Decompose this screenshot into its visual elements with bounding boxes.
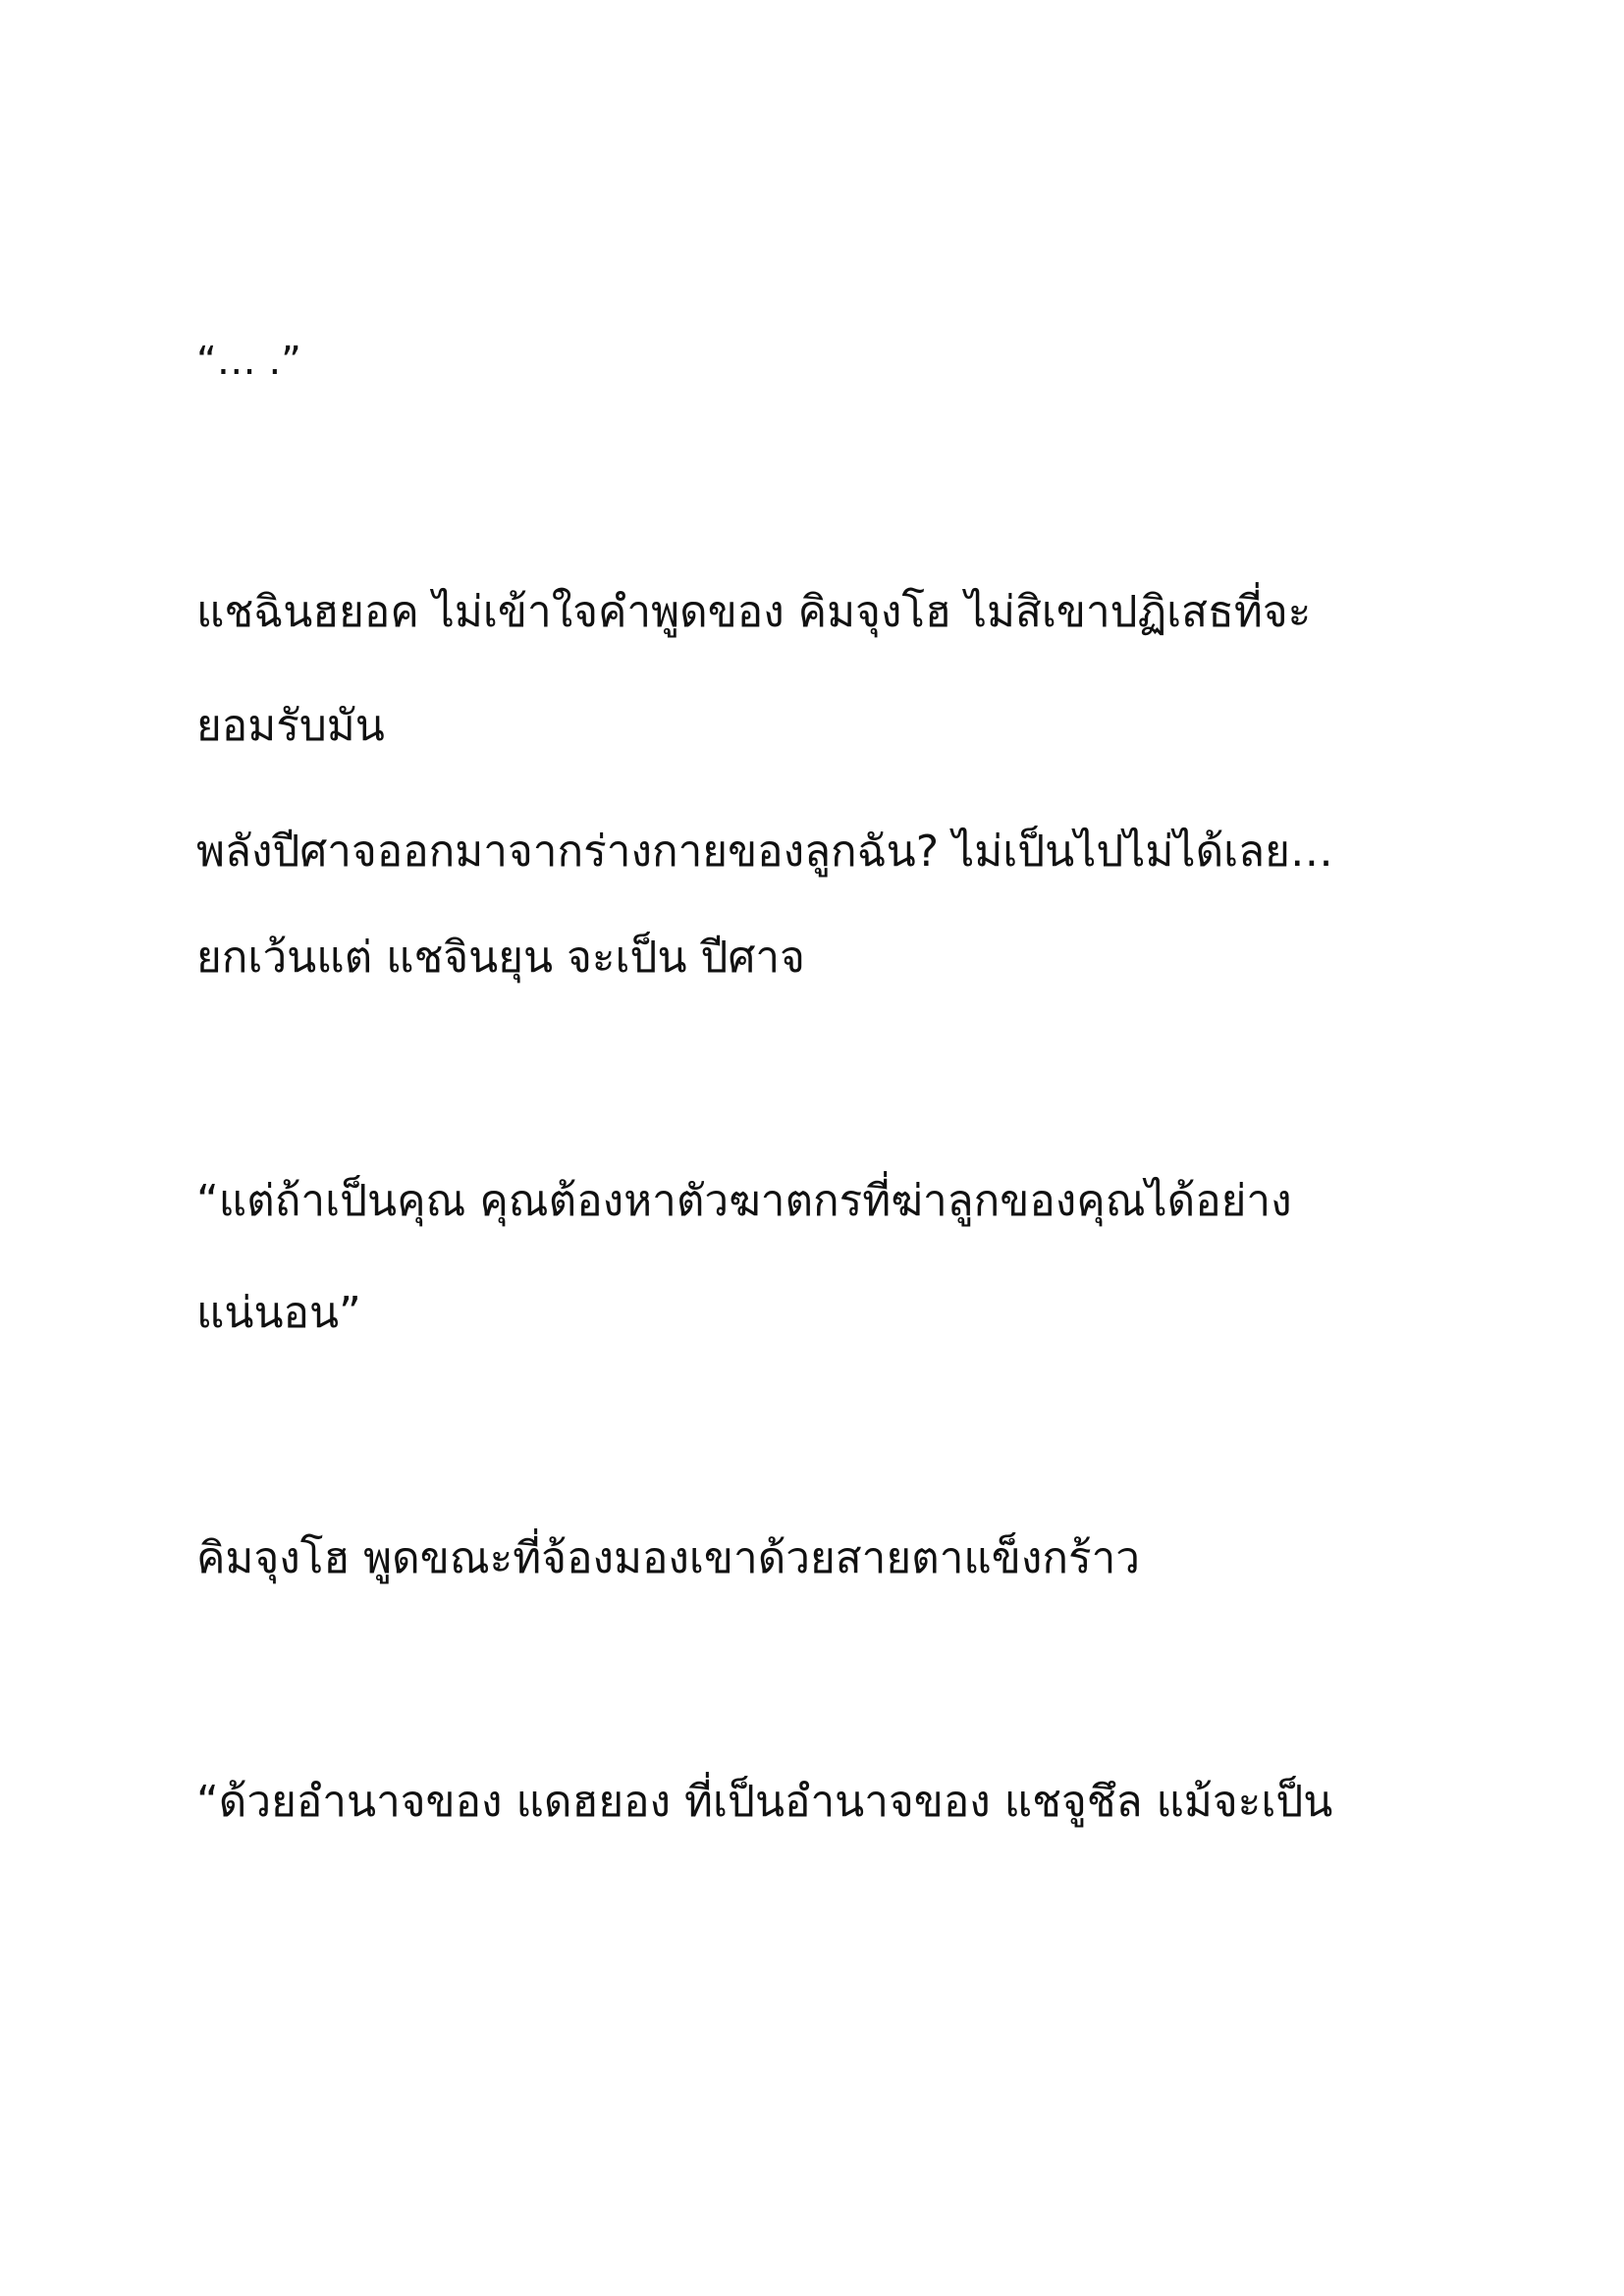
paragraph-line: พลังปีศาจออกมาจากร่างกายของลูกฉัน? ไม่เป็นไปไม่ได้เลย… [196,827,1333,877]
paragraph-line: คิมจุงโฮ พูดขณะที่จ้องมองเขาด้วยสายตาแข็งกร้าว [196,1533,1141,1583]
paragraph-line: แชฉินฮยอค ไม่เข้าใจคำพูดของ คิมจุงโฮ ไม่สิเขาปฏิเสธที่จะ [196,587,1312,637]
paragraph-line: ยอมรับมัน [196,701,385,751]
dialogue-line: “ด้วยอำนาจของ แดฮยอง ที่เป็นอำนาจของ แชจูชึล แม้จะเป็น [196,1777,1333,1827]
dialogue-line: แน่นอน” [196,1288,361,1338]
dialogue-ellipsis: “… .” [196,339,301,384]
paragraph-line: ยกเว้นแต่ แชจินยุน จะเป็น ปีศาจ [196,933,805,983]
dialogue-line: “แต่ถ้าเป็นคุณ คุณต้องหาตัวฆาตกรที่ฆ่าลูกของคุณได้อย่าง [196,1176,1292,1226]
